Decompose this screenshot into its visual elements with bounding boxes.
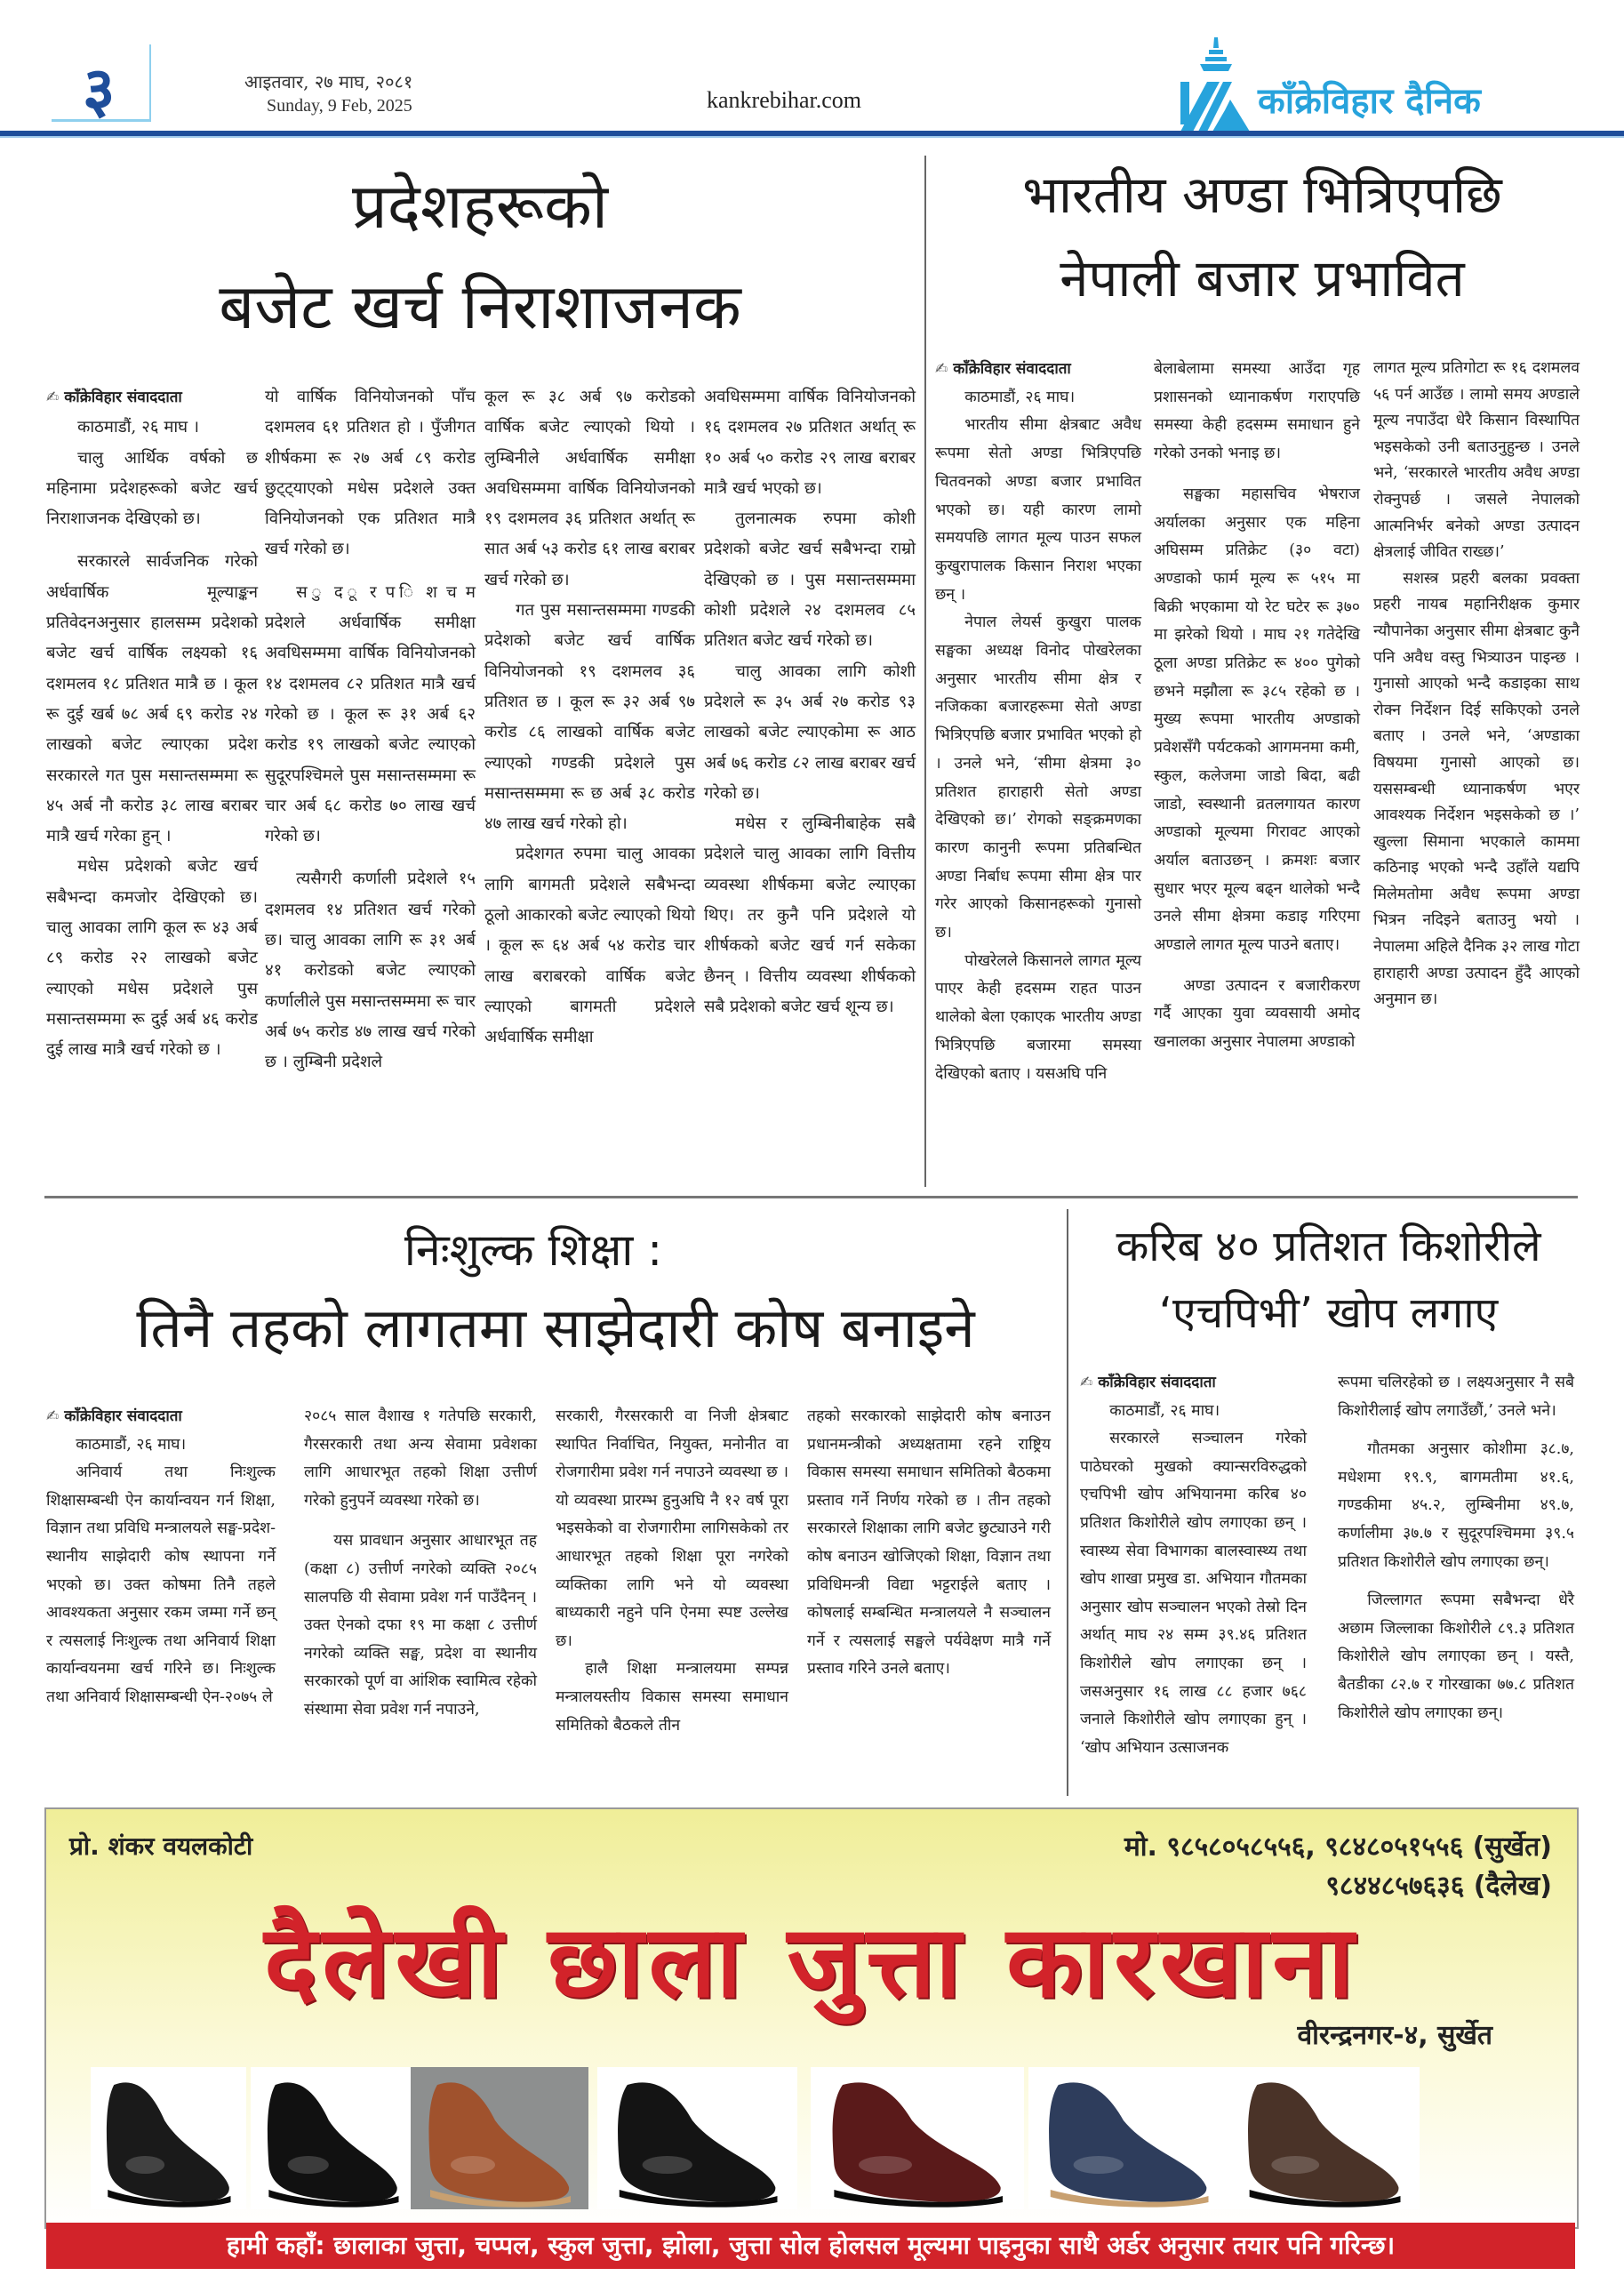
article4-headline-line1: करिब ४० प्रतिशत किशोरीले	[1116, 1222, 1541, 1271]
article4-col1	[1080, 1369, 1307, 1762]
ad-address: वीरन्द्रनगर-४, सुर्खेत	[1297, 2020, 1492, 2051]
article2-paragraph: भारतीय सीमा क्षेत्रबाट अवैध रूपमा सेतो अण्डा भित्रिएपछि चितवनको अण्डा बजार प्रभावित भएको छ। यही कारण लामो समयपछि लागत मूल्य पाउन सफल कुखुरापालक किसान निराश भएका छन् ।	[935, 416, 1141, 604]
article3-col4	[807, 1403, 1051, 1684]
pen-icon: ✍	[46, 1407, 60, 1425]
column-divider	[924, 156, 926, 1187]
article2-headline-line1: भारतीय अण्डा भित्रिएपछि	[1022, 164, 1502, 225]
ad-title: दैलेखी छाला जुत्ता कारखाना	[264, 1904, 1359, 2020]
page-number: ३	[83, 52, 116, 126]
article3-paragraph: २०८५ साल वैशाख १ गतेपछि सरकारी, गैरसरकारी तथा अन्य सेवामा प्रवेशका लागि आधारभूत तहको शिक्षा उत्तीर्ण गरेको हुनुपर्ने व्यवस्था गरेको छ।	[304, 1407, 537, 1510]
article1-paragraph: कूल रू ३८ अर्ब ९७ करोडको वार्षिक बजेट ल्याएको थियो । लुम्बिनीले अर्धवार्षिक समीक्षा अवधिसम्ममा वार्षिक विनियोजनको १९ दशमलव ३६ प्रतिशत अर्थात् रू सात अर्ब ५३ करोड ६१ लाख बराबर खर्च गरेको छ।	[484, 388, 695, 589]
article3-paragraph: सरकारी, गैरसरकारी वा निजी क्षेत्रबाट स्थापित निर्वाचित, नियुक्त, मनोनीत वा रोजगारीमा प्रवेश गर्न नपाउने व्यवस्था छ । यो व्यवस्था प्रारम्भ हुनुअघि नै १२ वर्ष पूरा भइसकेको वा रोजगारीमा लागिसकेको तर आधारभूत तहको शिक्षा पूरा नगरेको व्यक्तिका लागि भने यो व्यवस्था बाध्यकारी नहुने पनि ऐनमा स्पष्ट उल्लेख छ।	[556, 1407, 788, 1650]
article3-paragraph: अनिवार्य तथा निःशुल्क शिक्षासम्बन्धी ऐन कार्यान्वयन गर्न शिक्षा, विज्ञान तथा प्रविधि मन्त्रालयले सङ्घ-प्रदेश-स्थानीय साझेदारी कोष स्थापना गर्ने भएको छ। उक्त कोषमा तिनै तहले आवश्यकता अनुसार रकम जम्मा गर्ने छन् र त्यसलाई निःशुल्क तथा अनिवार्य शिक्षा कार्यान्वयनमा खर्च गरिने छ। निःशुल्क तथा अनिवार्य शिक्षासम्बन्धी ऐन-२०७५ ले	[46, 1463, 276, 1706]
article1-paragraph: गत पुस मसान्तसम्ममा गण्डकी प्रदेशको बजेट खर्च वार्षिक विनियोजनको १९ दशमलव ३६ प्रतिशत छ । कूल रू ३२ अर्ब ९७ करोड ८६ लाखको वार्षिक बजेट ल्याएको गण्डकी प्रदेशले पुस मसान्तसम्ममा रू छ अर्ब ३८ करोड ४७ लाख खर्च गरेको हो।	[484, 601, 695, 834]
shoe-icon	[1228, 2067, 1420, 2209]
article3-paragraph: हालै शिक्षा मन्त्रालयमा सम्पन्न मन्त्रालयस्तीय विकास समस्या समाधान समितिको बैठकले तीन	[556, 1660, 788, 1735]
article3-col1	[46, 1403, 276, 1712]
article4-headline-line2: ‘एचपिभी’ खोप लगाए	[1158, 1287, 1499, 1338]
article1-col2	[265, 382, 476, 1078]
website-link[interactable]: kankrebihar.com	[707, 87, 861, 113]
article1-headline-line2: बजेट खर्च निराशाजनक	[219, 269, 741, 343]
newspaper-logo	[1173, 36, 1591, 133]
date-nepali: आइतवार, २७ माघ, २०८१	[244, 71, 413, 92]
article3-byline: ✍ काँक्रेविहार संवाददाता	[46, 1407, 182, 1425]
section-divider	[44, 1196, 1578, 1198]
masthead-divider	[0, 131, 1624, 138]
brown-brogue-shoe-image	[1228, 2067, 1420, 2209]
page-number-box	[52, 44, 151, 126]
ad-phone-dailekh: ९८४४८५७६३६ (दैलेख)	[1325, 1871, 1552, 1902]
article4-paragraph: गौतमका अनुसार कोशीमा ३८.७, मधेशमा १९.९, बागमतीमा ४१.६, गण्डकीमा ४५.२, लुम्बिनीमा ४९.७, कर्णालीमा ३७.७ र सुदूरपश्चिममा ३९.५ प्रतिशत किशोरीले खोप लगाएका छन्।	[1338, 1440, 1574, 1571]
burgundy-oxford-shoe-image	[811, 2067, 1024, 2209]
black-buckle-shoe-image	[251, 2067, 415, 2209]
article4-byline: ✍ काँक्रेविहार संवाददाता	[1080, 1374, 1216, 1391]
ad-phone-surkhet: मो. ९८५८०५८५५६, ९८४८०५१५५६ (सुर्खेत)	[1124, 1831, 1552, 1863]
article2-headline	[933, 160, 1591, 314]
shoe-icon	[811, 2067, 1024, 2209]
article3-headline: तिनै तहको लागतमा साझेदारी कोष बनाइने	[136, 1295, 975, 1360]
article1-paragraph: स ु द ू र प ि श च म प्रदेशले अर्धवार्षिक समीक्षा अवधिसम्ममा वार्षिक विनियोजनको १४ दशमलव ८२ प्रतिशत मात्रै खर्च गरेको छ । कूल रू ३१ अर्ब ६२ करोड १९ लाखको बजेट ल्याएको सुदूरपश्चिमले पुस मसान्तसम्ममा रू चार अर्ब ६८ करोड ७० लाख खर्च गरेको छ।	[265, 582, 476, 846]
shoe-icon	[411, 2067, 588, 2209]
ad-tagline-banner: हामी कहाँ: छालाका जुत्ता, चप्पल, स्कुल जुत्ता, झोला, जुत्ता सोल होलसल मूल्यमा पाइनुका साथै अर्डर अनुसार तयार पनि गरिन्छ।	[46, 2223, 1575, 2269]
pen-icon: ✍	[1080, 1374, 1093, 1391]
article1-paragraph: चालु आर्थिक वर्षको छ महिनामा प्रदेशहरूको बजेट खर्च निराशाजनक देखिएको छ।	[46, 448, 258, 529]
article1-paragraph: त्यसैगरी कर्णाली प्रदेशले १५ दशमलव १४ प्रतिशत खर्च गरेको छ। चालु आवका लागि रू ३१ अर्ब ४१ करोडको बजेट ल्याएको कर्णालीले पुस मसान्तसम्ममा रू चार अर्ब ७५ करोड ४७ लाख खर्च गरेको छ । लुम्बिनी प्रदेशले	[265, 870, 476, 1072]
article1-headline-line1: प्रदेशहरूको	[351, 170, 609, 243]
article4-dateline: काठमाडौं, २६ माघ।	[1109, 1401, 1220, 1420]
article2-byline: ✍ काँक्रेविहार संवाददाता	[935, 360, 1071, 378]
article1-paragraph: चालु आवका लागि कोशी प्रदेशले रू ३५ अर्ब २७ करोड ९३ लाखको बजेट ल्याएकोमा रू आठ अर्ब ७६ करोड ८२ लाख बराबर खर्च गरेको छ।	[704, 661, 916, 803]
article1-byline: ✍ काँक्रेविहार संवाददाता	[46, 389, 182, 406]
article3-col3	[556, 1403, 788, 1740]
article2-headline-line2: नेपाली बजार प्रभावित	[1060, 248, 1465, 309]
article1-paragraph: सरकारले सार्वजनिक गरेको अर्धवार्षिक मूल्याङ्कन प्रतिवेदनअनुसार हालसम्म प्रदेशको बजेट खर्च वार्षिक लक्ष्यको १६ दशमलव १८ प्रतिशत मात्रै छ । कूल रू दुई खर्ब ७८ अर्ब ६९ करोड २४ लाखको बजेट ल्याएका प्रदेश सरकारले गत पुस मसान्तसम्ममा रू ४५ अर्ब नौ करोड ३८ लाख बराबर मात्रै खर्च गरेका हुन् ।	[46, 552, 258, 846]
article1-col1	[46, 382, 258, 1066]
article1-col4	[704, 382, 916, 1022]
article3-dateline: काठमाडौं, २६ माघ।	[76, 1435, 187, 1454]
shoe-factory-advertisement	[44, 1807, 1579, 2229]
article1-paragraph: मधेस र लुम्बिनीबाहेक सबै प्रदेशले चालु आवका लागि वित्तीय व्यवस्था शीर्षकमा बजेट ल्याएका थिए। तर कुनै पनि प्रदेशले यो शीर्षकको बजेट खर्च गर्न सकेका छैनन् । वित्तीय व्यवस्था शीर्षकको सबै प्रदेशको बजेट खर्च शून्य छ।	[704, 814, 916, 1016]
article2-paragraph: सशस्त्र प्रहरी बलका प्रवक्ता प्रहरी नायब महानिरीक्षक कुमार न्यौपानेका अनुसार सीमा क्षेत्रबाट कुनै पनि अवैध वस्तु भित्र्याउन पाइन्छ । गुनासो आएको भन्दै कडाइका साथ रोक्न निर्देशन दिई सकिएको उनले बताए । उनले भने, ‘अण्डाका विषयमा गुनासो आएको छ। यससम्बन्धी ध्यानाकर्षण भएर आवश्यक निर्देशन भइसकेको छ ।’ खुल्ला सिमाना भएकाले काममा कठिनाइ भएको भन्दै उहाँले यद्यपि मिलेमतोमा अवैध रूपमा अण्डा भित्रन नदिइने बताउनु भयो । नेपालमा अहिले दैनिक ३२ लाख गोटा हाराहारी अण्डा उत्पादन हुँदै आएको अनुमान छ।	[1373, 569, 1580, 1009]
article1-paragraph: यो वार्षिक विनियोजनको पाँच दशमलव ६१ प्रतिशत हो । पुँजीगत शीर्षकमा रू २७ अर्ब ८९ करोड छुट्ट्याएको मधेस प्रदेशले उक्त विनियोजनको एक प्रतिशत मात्रै खर्च गरेको छ।	[265, 388, 476, 559]
article2-col2	[1154, 356, 1360, 1057]
column-divider	[1067, 1209, 1068, 1796]
pen-icon: ✍	[935, 360, 948, 378]
article4-headline	[1077, 1218, 1580, 1342]
shoe-icon	[597, 2067, 797, 2209]
shoe-icon	[251, 2067, 415, 2209]
article2-paragraph: बेलाबेलामा समस्या आउँदा गृह प्रशासनको ध्यानाकर्षण गराएपछि समस्या केही हदसम्म समाधान हुने गरेको उनको भनाइ छ।	[1154, 360, 1360, 463]
shoe-gallery	[64, 2067, 1557, 2209]
article1-col3	[484, 382, 695, 1054]
article3-paragraph: तहको सरकारको साझेदारी कोष बनाउन प्रधानमन्त्रीको अध्यक्षतामा रहने राष्ट्रिय विकास समस्या समाधान समितिको बैठकमा प्रस्ताव गर्ने निर्णय गरेको छ । तीन तहको सरकारले शिक्षाका लागि बजेट छुट्याउने गरी कोष बनाउन खोजिएको शिक्षा, विज्ञान तथा प्रविधिमन्त्री विद्या भट्टराईले बताए । कोषलाई सम्बन्धित मन्त्रालयले नै सञ्चालन गर्ने र त्यसलाई सङ्घले पर्यवेक्षण मात्रै गर्ने प्रस्ताव गरिने उनले बताए।	[807, 1407, 1051, 1679]
navy-suede-derby-shoe-image	[1028, 2067, 1228, 2209]
article3-col2	[304, 1403, 537, 1725]
article2-paragraph: पोखरेलले किसानले लागत मूल्य पाएर केही हदसम्म राहत पाउन थालेको बेला एकाएक भारतीय अण्डा भित्रिएपछि बजारमा समस्या देखिएको बताए । यसअघि पनि	[935, 951, 1141, 1083]
article2-paragraph: सङ्घका महासचिव भेषराज अर्यालका अनुसार एक महिना अघिसम्म प्रतिक्रेट (३० वटा) अण्डाको फार्म मूल्य रू ५१५ मा बिक्री भएकामा यो रेट घटेर रू ३७० मा झरेको थियो । माघ २१ गतेदेखि ठूला अण्डा प्रतिक्रेट रू ४०० पुगेको छभने मझौला रू ३८५ रहेको छ । मुख्य रूपमा भारतीय अण्डाको प्रवेशसँगै पर्यटकको आगमनमा कमी, स्कुल, कलेजमा जाडो बिदा, बढी जाडो, स्वस्थानी व्रतलगायत कारण अण्डाको मूल्यमा गिरावट आएको अर्याल बताउछन् । क्रमशः बजार सुधार भएर मूल्य बढ्न थालेको भन्दै उनले सीमा क्षेत्रमा कडाइ गरिएमा अण्डाले लागत मूल्य पाउने बताए।	[1154, 485, 1360, 955]
article2-paragraph: अण्डा उत्पादन र बजारीकरण गर्दै आएका युवा व्यवसायी अमोद खनालका अनुसार नेपालमा अण्डाको	[1154, 976, 1360, 1052]
ad-proprietor: प्रो. शंकर वयलकोटी	[69, 1831, 253, 1861]
article1-paragraph: अवधिसम्ममा वार्षिक विनियोजनको १६ दशमलव २७ प्रतिशत अर्थात् रू १० अर्ब ५० करोड २९ लाख बराबर मात्रै खर्च भएको छ।	[704, 388, 916, 498]
article1-paragraph: मधेस प्रदेशको बजेट खर्च सबैभन्दा कमजोर देखिएको छ। चालु आवका लागि कूल रू ४३ अर्ब ८९ करोड २२ लाखको बजेट ल्याएको मधेस प्रदेशले पुस मसान्तसम्ममा रू दुई अर्ब ४६ करोड दुई लाख मात्रै खर्च गरेको छ ।	[46, 857, 258, 1060]
article1-dateline: काठमाडौं, २६ माघ ।	[77, 418, 199, 437]
black-monk-strap-shoe-image	[597, 2067, 797, 2209]
article4-col2	[1338, 1369, 1574, 1727]
article2-paragraph: लागत मूल्य प्रतिगोटा रू १६ दशमलव ५६ पर्न आउँछ । लामो समय अण्डाले मूल्य नपाउँदा धेरै किसान विस्थापित भइसकेको उनी बताउनुहुन्छ । उनले भने, ‘सरकारले भारतीय अवैध अण्डा रोक्नुपर्छ । जसले नेपालको आत्मनिर्भर बनेको अण्डा उत्पादन क्षेत्रलाई जीवित राख्छ।’	[1373, 359, 1580, 562]
article2-col3	[1373, 356, 1580, 1014]
article4-paragraph: जिल्लागत रूपमा सबैभन्दा धेरै अछाम जिल्लाका किशोरीले ८९.३ प्रतिशत किशोरीले खोप लगाएका छन् । यस्तै, बैतडीका ८२.७ र गोरखाका ७७.८ प्रतिशत किशोरीले खोप लगाएका छन्।	[1338, 1591, 1574, 1722]
article4-paragraph: सरकारले सञ्चालन गरेको पाठेघरको मुखको क्यान्सरविरुद्धको एचपिभी खोप अभियानमा करिब ४० प्रतिशत किशोरीले खोप लगाएका छन् । स्वास्थ्य सेवा विभागका बालस्वास्थ्य तथा खोप शाखा प्रमुख डा. अभियान गौतमका अनुसार खोप सञ्चालन भएको तेस्रो दिन अर्थात् माघ २४ सम्म ३९.४६ प्रतिशत किशोरीले खोप लगाएका छन् । जसअनुसार १६ लाख ८८ हजार ७६८ जनाले किशोरीले खोप लगाएका हुन् । ‘खोप अभियान उत्साजनक	[1080, 1430, 1307, 1757]
article1-paragraph: तुलनात्मक रुपमा कोशी प्रदेशको बजेट खर्च सबैभन्दा राम्रो देखिएको छ । पुस मसान्तसम्ममा कोशी प्रदेशले २४ दशमलव ८५ प्रतिशत बजेट खर्च गरेको छ।	[704, 509, 916, 651]
shoe-icon	[1028, 2067, 1228, 2209]
logo-wordmark: काँक्रेविहार दैनिक	[1258, 81, 1481, 122]
article3-kicker: निःशुल्क शिक्षा :	[404, 1224, 663, 1276]
article2-paragraph: नेपाल लेयर्स कुखुरा पालक सङ्घका अध्यक्ष विनोद पोखरेलका अनुसार भारतीय सीमा क्षेत्र र नजिकका बजारहरूमा सेतो अण्डा भित्रिएपछि बजार प्रभावित भएको हो । उनले भने, ‘सीमा क्षेत्रमा ३० प्रतिशत हाराहारी सेतो अण्डा देखिएको छ।’ रोगको सङ्क्रमणका कारण कानुनी रूपमा प्रतिबन्धित अण्डा निर्बाध रूपमा सीमा क्षेत्र पार गरेर आएको किसानहरूको गुनासो छ।	[935, 613, 1141, 942]
pen-icon: ✍	[46, 389, 60, 406]
article3-paragraph: यस प्रावधान अनुसार आधारभूत तह (कक्षा ८) उत्तीर्ण नगरेको व्यक्ति २०८५ सालपछि यी सेवामा प्रवेश गर्न पाउँदैनन् । उक्त ऐनको दफा १९ मा कक्षा ८ उत्तीर्ण नगरेको व्यक्ति सङ्घ, प्रदेश वा स्थानीय सरकारको पूर्ण वा आंशिक स्वामित्व रहेको संस्थामा सेवा प्रवेश गर्न नपाउने,	[304, 1532, 537, 1719]
black-derby-shoe-image	[91, 2067, 246, 2209]
article2-col1	[935, 356, 1141, 1088]
article4-paragraph: रूपमा चलिरहेको छ । लक्ष्यअनुसार नै सबै किशोरीलाई खोप लगाउँछौं,’ उनले भने।	[1338, 1374, 1574, 1420]
date-english: Sunday, 9 Feb, 2025	[267, 96, 412, 116]
article2-dateline: काठमाडौं, २६ माघ।	[964, 388, 1076, 406]
shoe-icon	[91, 2067, 246, 2209]
tan-lace-up-shoe-image	[411, 2067, 588, 2209]
temple-k-logo-icon	[1173, 36, 1258, 133]
article1-headline	[53, 164, 907, 349]
article1-paragraph: प्रदेशगत रुपमा चालु आवका लागि बागमती प्रदेशले सबैभन्दा ठूलो आकारको बजेट ल्याएको थियो । कूल रू ६४ अर्ब ५४ करोड चार लाख बराबरको वार्षिक बजेट ल्याएको बागमती प्रदेशले अर्धवार्षिक समीक्षा	[484, 845, 695, 1047]
